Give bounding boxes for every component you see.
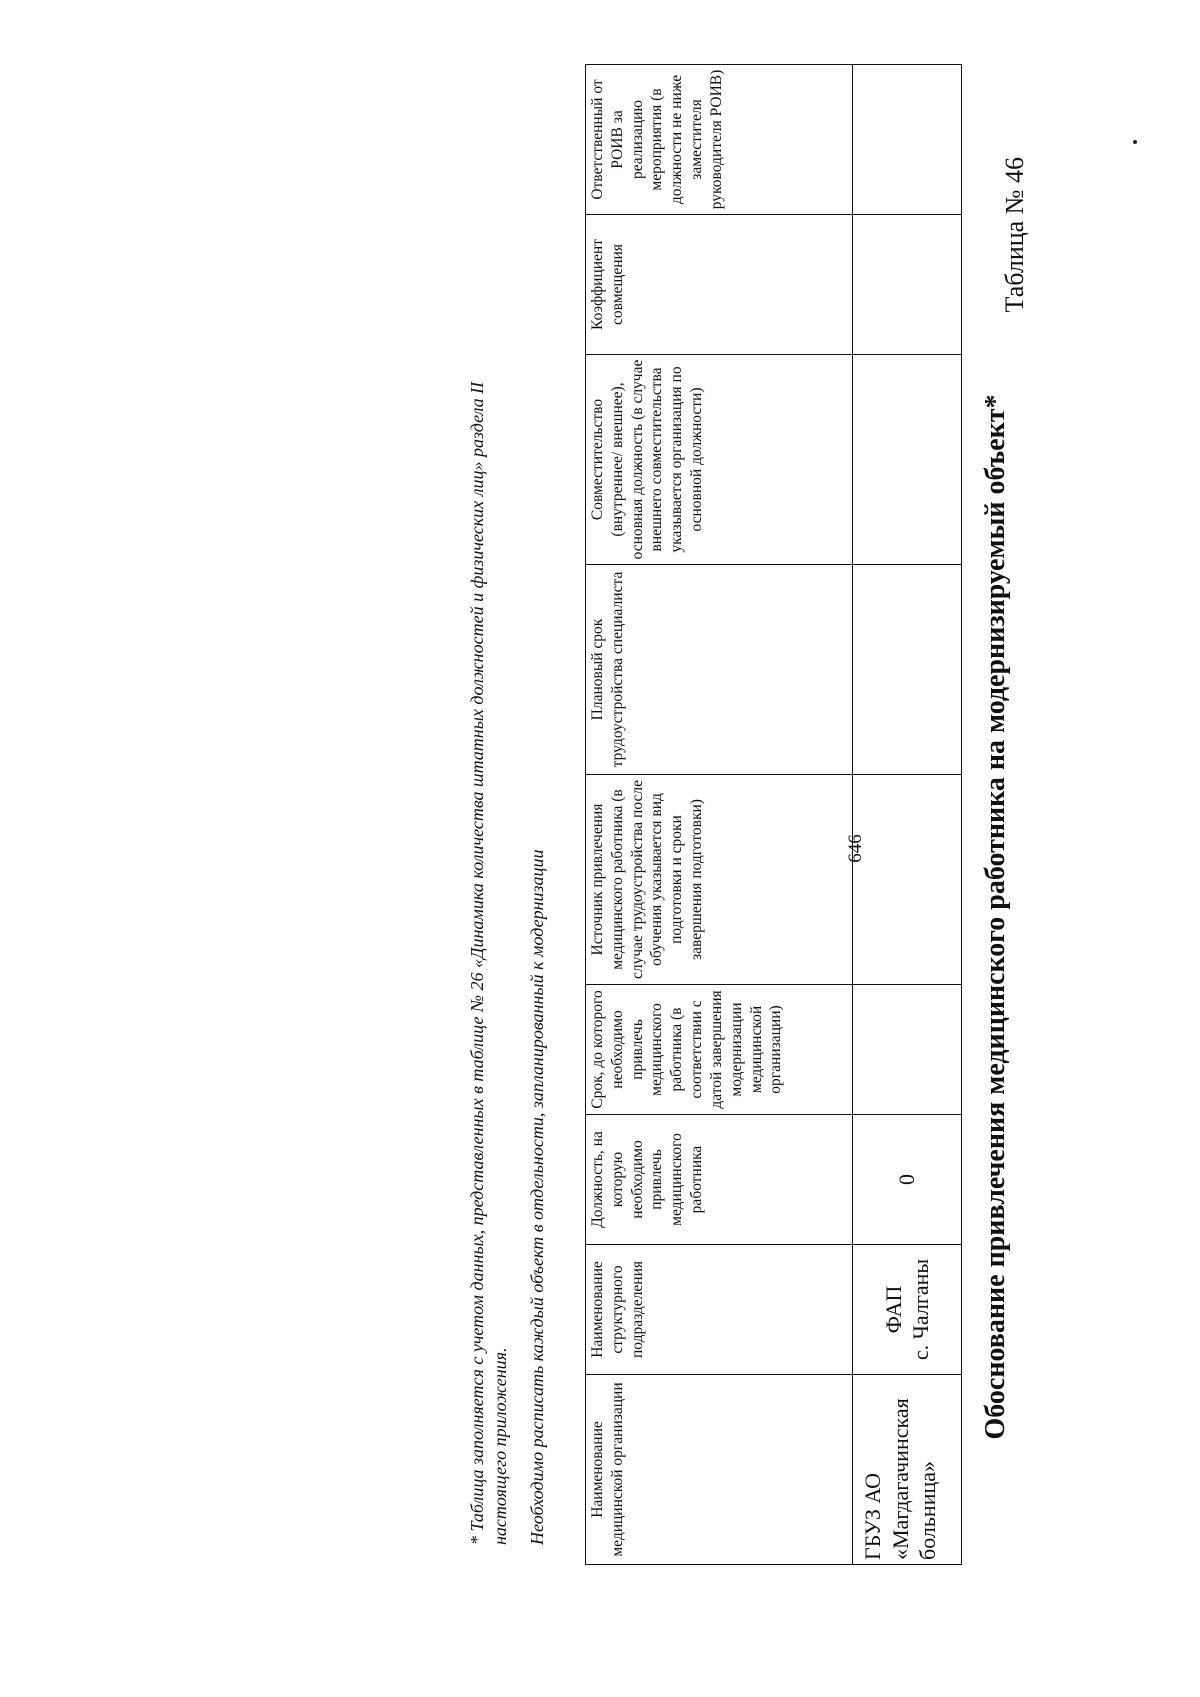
header-position: Должность, на которую необходимо привлечь медицинского работника bbox=[586, 1115, 853, 1245]
table-row bbox=[853, 65, 962, 1565]
table-header-row bbox=[586, 65, 853, 1565]
cell-unit-line2: с. Чалганы bbox=[908, 1258, 933, 1361]
document-title: Обоснование привлечения медицинского работника на модернизируемый объект* bbox=[980, 394, 1011, 1440]
header-responsible: Ответственный от РОИВ за реализацию мероприятия (в должности не ниже заместителя руководителя РОИВ) bbox=[586, 65, 853, 215]
header-org-name: Наименование медицинской организации bbox=[586, 1375, 853, 1565]
header-deadline: Срок, до которого необходимо привлечь медицинского работника (в соответствии с датой завершения модернизации медицинской организации) bbox=[586, 985, 853, 1115]
staffing-table bbox=[585, 64, 962, 1565]
cell-combination bbox=[853, 355, 962, 565]
table-label: Таблица № 46 bbox=[1000, 157, 1029, 313]
header-coefficient: Коэффициент совмещения bbox=[586, 215, 853, 355]
header-source: Источник привлечения медицинского работника (в случае трудоустройства после обучения указывается вид подготовки и сроки завершения подготовки) bbox=[586, 775, 853, 985]
header-combination: Совместительство (внутреннее/ внешнее), основная должность (в случае внешнего совместительства указывается организация по основной должности) bbox=[586, 355, 853, 565]
cell-org: ГБУЗ АО «Магдагачинская больница» bbox=[853, 1375, 962, 1565]
page-number: 646 bbox=[845, 834, 866, 863]
cell-unit-line1: ФАП bbox=[880, 1285, 906, 1334]
cell-responsible bbox=[853, 65, 962, 215]
cell-source bbox=[853, 775, 962, 985]
cell-coefficient bbox=[853, 215, 962, 355]
cell-deadline bbox=[853, 985, 962, 1115]
header-planned-date: Плановый срок трудоустройства специалиста bbox=[586, 565, 853, 775]
cell-unit bbox=[853, 1245, 962, 1375]
cell-planned-date bbox=[853, 565, 962, 775]
note-each-object: Необходимо расписать каждый объект в отдельности, запланированный к модернизации bbox=[527, 849, 547, 1545]
cell-position: 0 bbox=[853, 1115, 962, 1245]
footnote-table-source: * Таблица заполняется с учетом данных, представленных в таблице № 26 «Динамика количества штатных должностей и физических лиц» раздела II настоящего приложения. bbox=[467, 381, 510, 1545]
header-unit-name: Наименование структурного подразделения bbox=[586, 1245, 853, 1375]
